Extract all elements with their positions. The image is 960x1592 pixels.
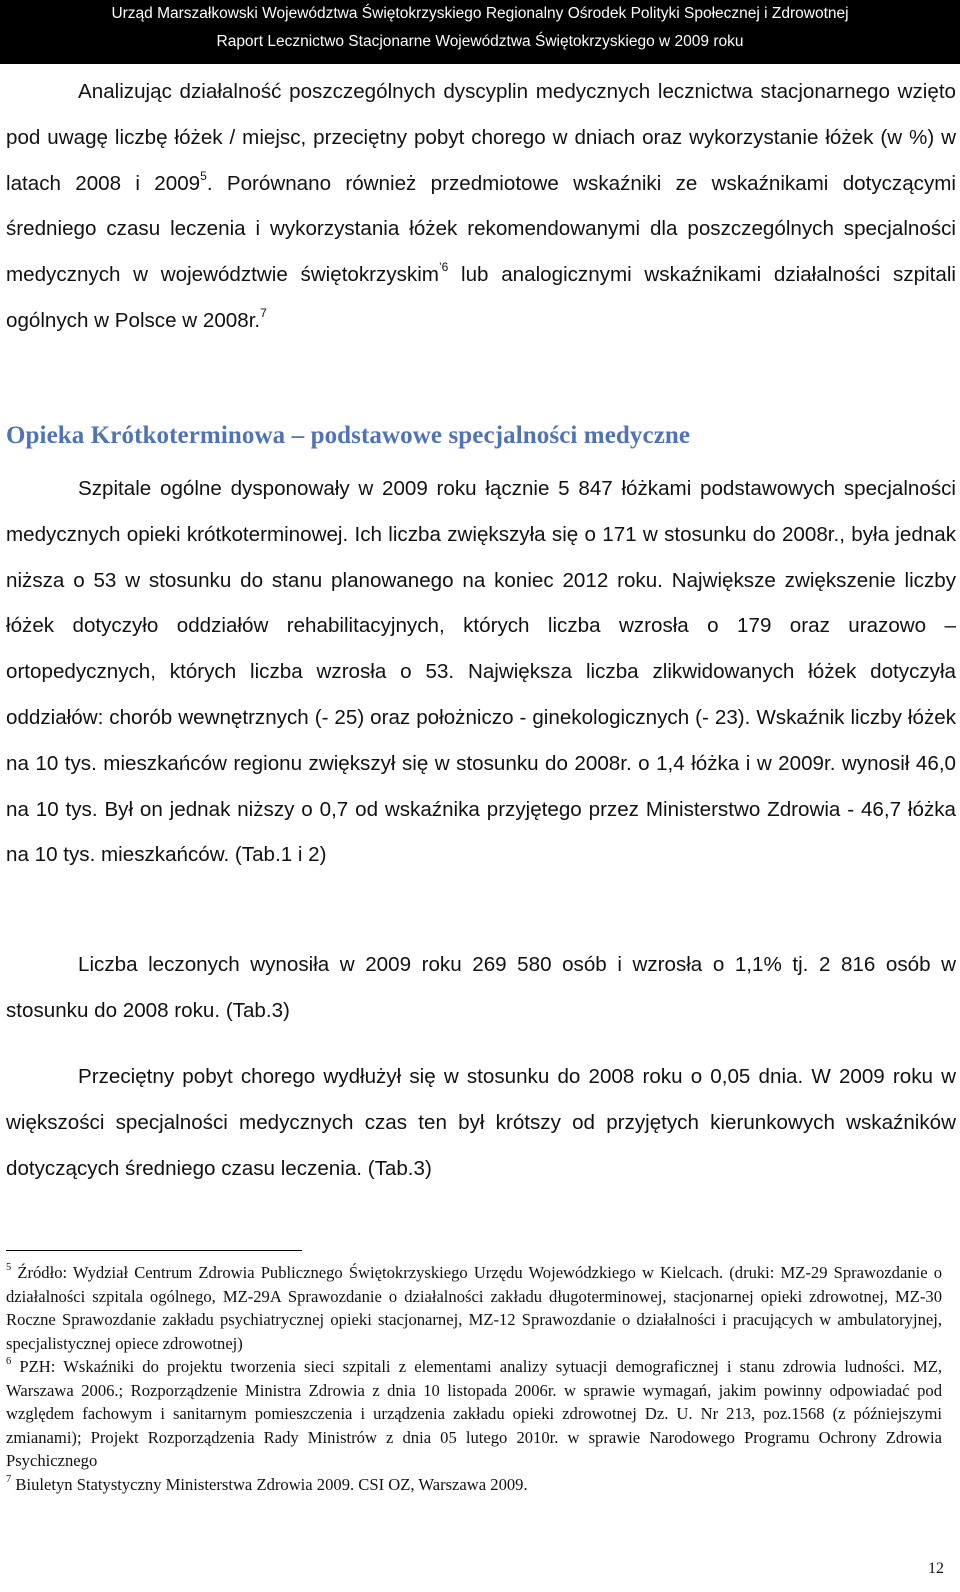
beds-paragraph [6,466,956,878]
footnote-ref-5[interactable]: 5 [200,168,207,183]
page-header [0,0,960,64]
intro-text-2: . Porównano również przedmiotowe wskaźniki ze wskaźnikami dotyczącymi średniego czasu leczenia i wykorzystania łóżek rekomendowanymi dla poszczególnych specjalności medycznych w województwie świętokrzyskim [6,171,956,287]
footnote-text: Źródło: Wydział Centrum Zdrowia Publicznego Świętokrzyskiego Urzędu Wojewódzkiego w Kielcach. (druki: MZ-29 Sprawozdanie o działalności szpitala ogólnego, MZ-29A Sprawozdanie o działalności zakładu długoterminowej, stacjonarnej opieki zdrowotnej, MZ-30 Roczne Sprawozdanie zakładu psychiatrycznej opieki stacjonarnej, MZ-12 Sprawozdanie o działalności i pracujących w ambulatoryjnej, specjalistycznej opiece zdrowotnej) [6,1263,942,1353]
beds-text: Szpitale ogólne dysponowały w 2009 roku łącznie 5 847 łóżkami podstawowych specjalności medycznych opieki krótkoterminowej. Ich liczba zwiększyła się o 171 w stosunku do 2008r., była jednak niższa o 53 w stosunku do stanu planowanego na koniec 2012 roku. Największe zwiększenie liczby łóżek dotyczyło oddziałów rehabilitacyjnych, których liczba wzrosła o 179 oraz urazowo – ortopedycznych, których liczba wzrosła o 53. Największa liczba zlikwidowanych łóżek dotyczyła oddziałów: chorób wewnętrznych (- 25) oraz położniczo - ginekologicznych (- 23). Wskaźnik liczby łóżek na 10 tys. mieszkańców regionu zwiększył się w stosunku do 2008r. o 1,4 łóżka i w 2009r. wynosił 46,0 na 10 tys. Był on jednak niższy o 0,7 od wskaźnika przyjętego przez Ministerstwo Zdrowia - 46,7 łóżka na 10 tys. mieszkańców. (Tab.1 i 2) [6,477,956,867]
footnote-5 [6,1261,942,1355]
footnote-ref-7[interactable]: 7 [260,306,267,321]
stay-paragraph [6,1054,956,1191]
stay-text: Przeciętny pobyt chorego wydłużył się w stosunku do 2008 roku o 0,05 dnia. W 2009 roku w większości specjalności medycznych czas ten był krótszy od przyjętych kierunkowych wskaźników dotyczących średniego czasu leczenia. (Tab.3) [6,1065,956,1180]
footnote-6 [6,1355,942,1473]
footnote-number: 5 [6,1262,12,1274]
intro-text-1: Analizując działalność poszczególnych dyscyplin medycznych lecznictwa stacjonarnego wzięto pod uwagę liczbę łóżek / miejsc, przeciętny pobyt chorego w dniach oraz wykorzystanie łóżek (w %) w latach 2008 i 2009 [6,80,956,195]
intro-paragraph [6,69,956,344]
footnote-text: Biuletyn Statystyczny Ministerstwa Zdrowia 2009. CSI OZ, Warszawa 2009. [11,1474,528,1494]
header-report-title: Raport Lecznictwo Stacjonarne Województwa Świętokrzyskiego w 2009 roku [216,33,744,50]
footnote-number: 6 [6,1356,12,1368]
footnote-divider [6,1250,302,1251]
page-number: 12 [928,1560,944,1577]
patients-paragraph [6,942,956,1034]
footnote-7 [6,1473,942,1497]
section-heading: Opieka Krótkoterminowa – podstawowe specjalności medyczne [6,422,691,449]
footnote-number: 7 [6,1473,12,1485]
intro-text-3: lub analogicznymi wskaźnikami działalności szpitali ogólnych w Polsce w 2008r. [6,263,956,332]
patients-text: Liczba leczonych wynosiła w 2009 roku 269 580 osób i wzrosła o 1,1% tj. 2 816 osób w stosunku do 2008 roku. (Tab.3) [6,953,956,1022]
footnotes [6,1261,942,1496]
footnote-text: PZH: Wskaźniki do projektu tworzenia sieci szpitali z elementami analizy sytuacji demograficznej i stanu zdrowia ludności. MZ, Warszawa 2006.; Rozporządzenie Ministra Zdrowia z dnia 10 listopada 2006r. w sprawie wymagań, jakim powinny odpowiadać pod względem fachowym i sanitarnym pomieszczenia i urządzenia zakładu opieki zdrowotnej Dz. U. Nr 213, poz.1568 (z późniejszymi zmianami); Projekt Rozporządzenia Rady Ministrów z dnia 05 lutego 2010r. w sprawie Narodowego Programu Ochrony Zdrowia Psychicznego [6,1357,942,1470]
footnote-ref-6[interactable]: ’6 [438,260,449,275]
header-institution: Urząd Marszałkowski Województwa Świętokrzyskiego Regionalny Ośrodek Polityki Społecznej i Zdrowotnej [111,5,849,22]
